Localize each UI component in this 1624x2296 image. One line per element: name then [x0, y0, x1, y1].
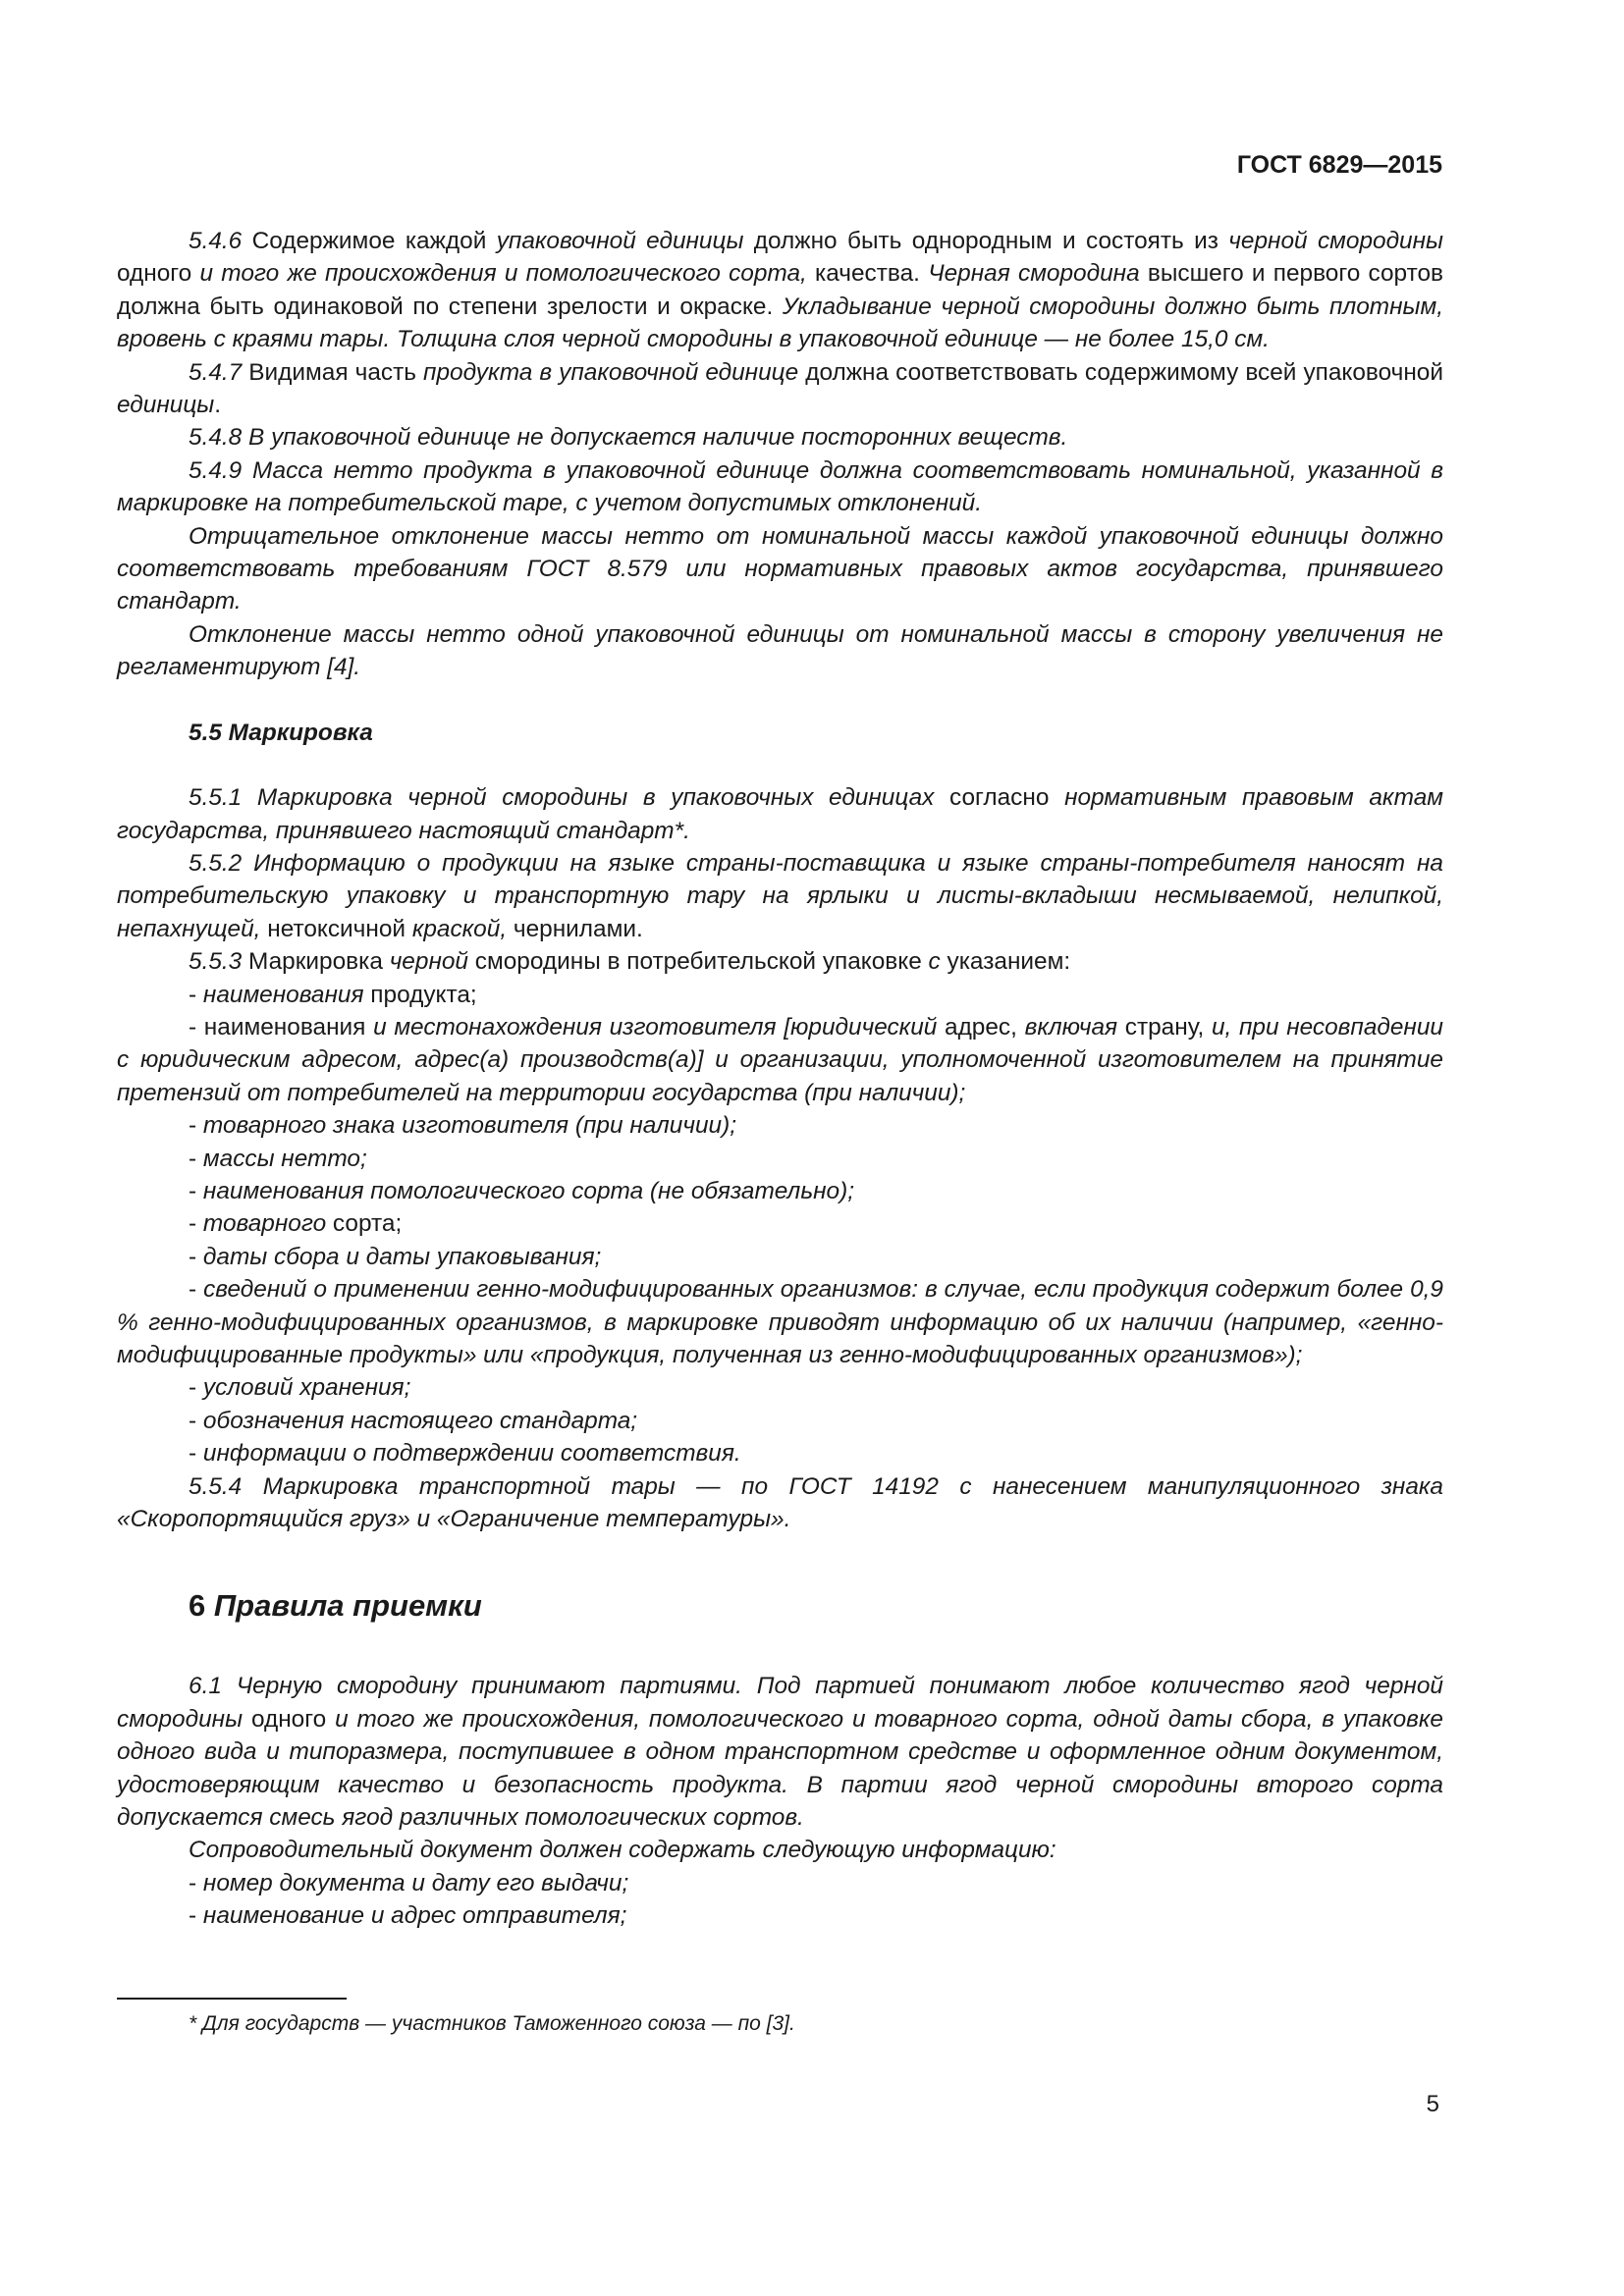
text-run: продукта в упаковочной единице	[423, 358, 799, 386]
paragraph	[117, 1371, 1443, 1404]
paragraph	[117, 1867, 1443, 1899]
document-header: ГОСТ 6829—2015	[1236, 151, 1442, 179]
text-run: 5.4.7	[189, 358, 243, 386]
text-run: 5.5.1 Маркировка черной смородины в упаковочных единицах	[189, 784, 935, 812]
text-run: 6.1 Черную смородину принимают партиями. Под партией понимают любое количество ягод черной смородины	[117, 1673, 1443, 1733]
text-run: должна соответствовать содержимому всей упаковочной	[798, 358, 1443, 386]
text-run: Сопроводительный документ должен содержать следующую информацию:	[189, 1837, 1056, 1864]
paragraph	[117, 1899, 1443, 1932]
paragraph	[117, 945, 1443, 978]
text-run: смородины в потребительской упаковке	[468, 948, 929, 976]
text-run: и того же происхождения и помологического сорта,	[199, 260, 807, 288]
paragraph	[117, 847, 1443, 945]
footnote: * Для государств — участников Таможенного союза — по [3].	[189, 2012, 795, 2035]
text-run: сведений о применении генно-модифицированных организмов: в случае, если продукция содержит более 0,9 % генно-модифицированных организмов, в маркировке приводят информацию об их наличии (например, «генно-модифицированные продукты» или «продукция, полученная из генно-модифицированных организмов»);	[117, 1276, 1443, 1368]
text-run: номер документа и дату его выдачи;	[202, 1869, 629, 1896]
paragraph	[117, 1011, 1443, 1109]
paragraph	[117, 520, 1443, 618]
paragraph	[117, 421, 1443, 454]
text-run: обозначения настоящего стандарта;	[202, 1407, 638, 1434]
text-run: массы нетто;	[202, 1145, 367, 1172]
text-run: согласно	[934, 784, 1065, 812]
text-run: -	[189, 1869, 203, 1896]
text-run: Видимая часть	[242, 358, 424, 386]
spacer	[117, 684, 1443, 717]
paragraph	[117, 225, 1443, 356]
text-run: и того же происхождения, помологического и товарного сорта, одной даты сбора, в упаковке одного вида и типоразмера, поступившее в одном транспортном средстве и оформленное одним документом, удостоверяющим качество и безопасность продукта. В партии ягод черной смородины второго сорта допускается смесь ягод различных помологических сортов.	[117, 1705, 1443, 1832]
section-heading	[117, 1586, 1443, 1626]
subsection-heading: 5.5 Маркировка	[189, 719, 373, 746]
text-run: -	[189, 1276, 204, 1304]
text-run: с	[928, 948, 941, 976]
text-run: наименования помологического сорта (не обязательно);	[202, 1177, 855, 1204]
paragraph	[117, 1241, 1443, 1273]
paragraph	[117, 1175, 1443, 1207]
text-run: 5.4.8 В упаковочной единице не допускается наличие посторонних веществ.	[189, 424, 1068, 452]
text-run: 5.5.4 Маркировка транспортной тары — по ГОСТ 14192 с нанесением манипуляционного знака «Скоропортящийся груз» и «Ограничение температуры».	[117, 1472, 1443, 1533]
text-run: -	[189, 981, 203, 1008]
text-run: -	[189, 1177, 203, 1204]
text-run: высшего и первого сортов должна быть одинаковой по степени зрелости и окраске.	[117, 260, 1443, 320]
text-run: товарного	[202, 1210, 327, 1238]
text-run: нормативным правовым актам государства, принявшего настоящий стандарт*.	[117, 784, 1444, 844]
paragraph	[117, 979, 1443, 1011]
text-run: - наименования	[189, 1013, 374, 1041]
text-run: нетоксичной	[260, 915, 412, 942]
text-run: товарного знака изготовителя (при наличии);	[202, 1112, 737, 1140]
document-body	[117, 225, 1443, 1933]
text-run: 5.4.6	[189, 228, 243, 254]
text-run: -	[189, 1145, 203, 1172]
paragraph	[117, 1834, 1443, 1866]
text-run: 5.5.2 Информацию о продукции на языке страны-поставщика и языке страны-потребителя наносят на потребительскую упаковку и транспортную тару на ярлыки и листы-вкладыши несмываемой, нелипкой, непахнущей,	[117, 849, 1443, 942]
page-number: 5	[1426, 2091, 1439, 2117]
text-run: -	[189, 1210, 203, 1238]
text-run: -	[189, 1440, 203, 1468]
text-run: Содержимое каждой	[242, 228, 497, 254]
text-run: единицы	[117, 392, 215, 419]
text-run: страну,	[1117, 1013, 1212, 1041]
text-run: сорта;	[326, 1210, 403, 1238]
text-run: краской,	[411, 915, 508, 942]
paragraph	[117, 1207, 1443, 1240]
text-run: наименования	[202, 981, 364, 1008]
spacer	[117, 749, 1443, 781]
text-run: -	[189, 1374, 203, 1402]
text-run: Отрицательное отклонение массы нетто от номинальной массы каждой упаковочной единицы должно соответствовать требованиям ГОСТ 8.579 или нормативных правовых актов государства, принявшего стандарт.	[117, 522, 1443, 615]
paragraph	[117, 1109, 1443, 1142]
text-run: одного	[243, 1705, 336, 1733]
footnote-rule	[117, 1998, 347, 2000]
text-run: упаковочной единицы	[496, 228, 744, 254]
text-run: черной смородины	[1228, 228, 1443, 254]
text-run: продукта;	[363, 981, 477, 1008]
text-run: -	[189, 1243, 203, 1270]
paragraph	[117, 1405, 1443, 1437]
text-run: информации о подтверждении соответствия.	[202, 1440, 741, 1468]
paragraph	[117, 1670, 1443, 1834]
text-run: качества.	[806, 260, 929, 288]
text-run: условий хранения;	[202, 1374, 411, 1402]
text-run: -	[189, 1407, 203, 1434]
text-run: -	[189, 1902, 203, 1930]
text-run: 5.5.3	[189, 948, 243, 976]
text-run: указанием:	[940, 948, 1071, 976]
text-run: наименование и адрес отправителя;	[202, 1902, 627, 1930]
text-run: и местонахождения изготовителя [юридический	[373, 1013, 938, 1041]
text-run: Отклонение массы нетто одной упаковочной единицы от номинальной массы в сторону увеличения не регламентируют [4].	[117, 620, 1443, 681]
paragraph	[117, 1143, 1443, 1175]
spacer	[117, 1535, 1443, 1586]
paragraph	[117, 618, 1443, 684]
spacer	[117, 1626, 1443, 1670]
text-run: -	[189, 1112, 203, 1140]
paragraph	[117, 781, 1443, 847]
text-run: одного	[117, 260, 200, 288]
paragraph	[117, 1273, 1443, 1371]
text-run: даты сбора и даты упаковывания;	[202, 1243, 602, 1270]
text-run: адрес,	[937, 1013, 1025, 1041]
text-run: 6	[189, 1588, 214, 1624]
text-run: черной	[389, 948, 468, 976]
text-run: Черная смородина	[928, 260, 1140, 288]
text-run: должно быть однородным и состоять из	[743, 228, 1229, 254]
paragraph	[117, 1470, 1443, 1536]
text-run: и, при несовпадении с юридическим адресом, адрес(а) производств(а)] и организации, уполномоченной изготовителем на принятие претензий от потребителей на территории государства (при наличии);	[117, 1013, 1443, 1106]
text-run: Правила приемки	[213, 1588, 482, 1624]
paragraph	[117, 356, 1443, 422]
text-run: включая	[1024, 1013, 1118, 1041]
text-run: чернилами.	[507, 915, 643, 942]
text-run: .	[214, 392, 221, 419]
paragraph	[117, 454, 1443, 520]
text-run: Маркировка	[242, 948, 390, 976]
text-run: Укладывание черной смородины должно быть плотным, вровень с краями тары. Толщина слоя черной смородины в упаковочной единице — не более 15,0 см.	[117, 293, 1443, 353]
text-run: 5.4.9 Масса нетто продукта в упаковочной единице должна соответствовать номинальной, указанной в маркировке на потребительской таре, с учетом допустимых отклонений.	[117, 456, 1443, 517]
paragraph	[117, 1437, 1443, 1469]
